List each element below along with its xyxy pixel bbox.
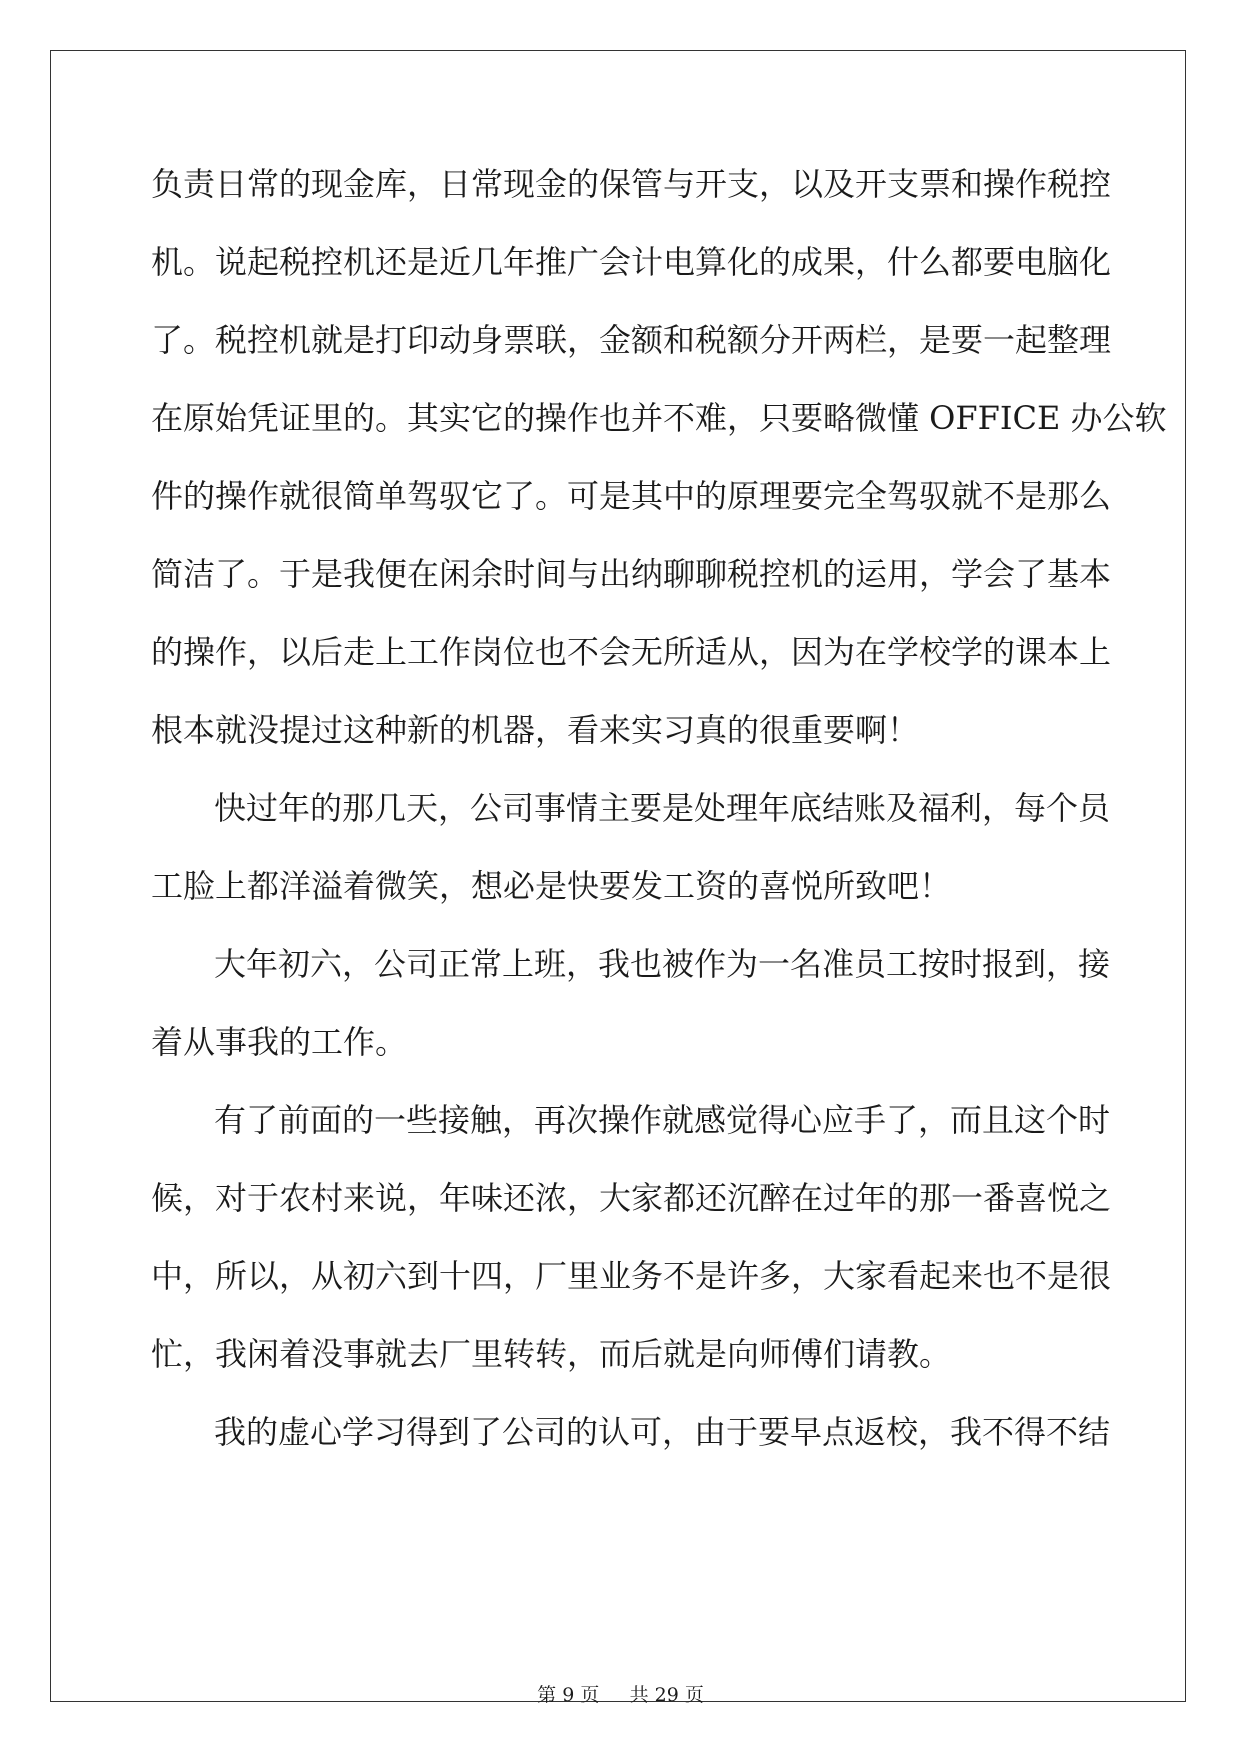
text-line: 有了前面的一些接触，再次操作就感觉得心应手了，而且这个时 [214, 1101, 1111, 1139]
text-line: 简洁了。于是我便在闲余时间与出纳聊聊税控机的运用，学会了基本 [151, 555, 1112, 593]
text-line: 快过年的那几天，公司事情主要是处理年底结账及福利，每个员 [214, 789, 1111, 827]
text-line: 的操作，以后走上工作岗位也不会无所适从，因为在学校学的课本上 [151, 633, 1112, 671]
total-suffix: 页 [684, 1684, 704, 1706]
total-prefix: 共 [629, 1684, 649, 1706]
text-line: 工脸上都洋溢着微笑，想必是快要发工资的喜悦所致吧！ [151, 867, 952, 905]
text-line: 候，对于农村来说，年味还浓，大家都还沉醉在过年的那一番喜悦之 [151, 1179, 1112, 1217]
page-footer [0, 1680, 1241, 1707]
text-line: 件的操作就很简单驾驭它了。可是其中的原理要完全驾驭就不是那么 [151, 477, 1112, 515]
text-line: 大年初六，公司正常上班，我也被作为一名准员工按时报到，接 [214, 945, 1111, 983]
page-prefix: 第 [537, 1684, 557, 1706]
text-line: 根本就没提过这种新的机器，看来实习真的很重要啊！ [151, 711, 920, 749]
page-suffix: 页 [580, 1684, 600, 1706]
total-pages: 29 [654, 1684, 679, 1706]
text-line: 了。税控机就是打印动身票联，金额和税额分开两栏，是要一起整理 [151, 321, 1112, 359]
page-number: 9 [562, 1684, 575, 1706]
text-line: 负责日常的现金库，日常现金的保管与开支，以及开支票和操作税控 [151, 165, 1112, 203]
text-line: 中，所以，从初六到十四，厂里业务不是许多，大家看起来也不是很 [151, 1257, 1112, 1295]
text-line: 机。说起税控机还是近几年推广会计电算化的成果，什么都要电脑化 [151, 243, 1112, 281]
text-line: 着从事我的工作。 [151, 1023, 408, 1061]
text-line: 在原始凭证里的。其实它的操作也并不难，只要略微懂 OFFICE 办公软 [151, 399, 1167, 437]
text-line: 我的虚心学习得到了公司的认可，由于要早点返校，我不得不结 [214, 1413, 1111, 1451]
text-line: 忙，我闲着没事就去厂里转转，而后就是向师傅们请教。 [151, 1335, 952, 1373]
